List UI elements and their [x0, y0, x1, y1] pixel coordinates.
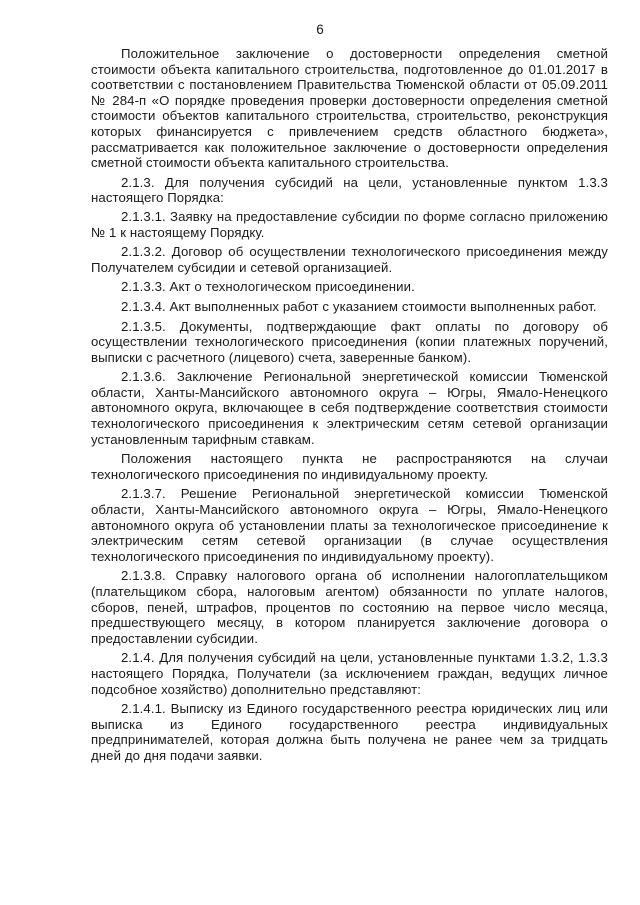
- paragraph-2-1-3-8: 2.1.3.8. Справку налогового органа об исполнении налогоплательщиком (плательщиком сбора, налоговым агентом) обязанности по уплате налогов, сборов, пеней, штрафов, процентов по состоянию на первое число месяца, предшествующего месяцу, в котором планируется заключение договора о предоставлении субсидии.: [91, 568, 608, 646]
- paragraph-2-1-3-2: 2.1.3.2. Договор об осуществлении технологического присоединения между Получателем субсидии и сетевой организацией.: [91, 244, 608, 275]
- paragraph-2-1-3-5: 2.1.3.5. Документы, подтверждающие факт оплаты по договору об осуществлении технологического присоединения (копии платежных поручений, выписки с расчетного (лицевого) счета, заверенные банком).: [91, 318, 608, 365]
- paragraph-2-1-3: 2.1.3. Для получения субсидий на цели, установленные пунктом 1.3.3 настоящего Порядка:: [91, 174, 608, 206]
- paragraph-2-1-4-1: 2.1.4.1. Выписку из Единого государственного реестра юридических лиц или выписка из Единого государственного реестра индивидуальных предпринимателей, которая должна быть получена не ранее чем за тридцать дней до дня подачи заявки.: [91, 701, 608, 763]
- page-number: 6: [316, 22, 324, 37]
- paragraph-positive-conclusion: Положительное заключение о достоверности определения сметной стоимости объекта капитального строительства, подготовленное до 01.01.2017 в соответствии с постановлением Правительства Тюменской области от 05.09.2011 № 284-п «О порядке проведения проверки достоверности определения сметной стоимости объектов капитального строительства, строительство, реконструкция которых финансируется с привлечением средств областного бюджета», рассматривается как положительное заключение о достоверности определения сметной стоимости объекта капитального строительства.: [91, 46, 608, 171]
- paragraph-2-1-3-7: 2.1.3.7. Решение Региональной энергетической комиссии Тюменской области, Ханты-Мансийского автономного округа – Югры, Ямало-Ненецкого автономного округа об установлении платы за технологическое присоединение к электрическим сетям сетевой организации (в случае осуществления технологического присоединения по индивидуальному проекту).: [91, 486, 608, 564]
- paragraph-individual-project-note: Положения настоящего пункта не распространяются на случаи технологического присоединения по индивидуальному проекту.: [91, 451, 608, 482]
- paragraph-2-1-3-6: 2.1.3.6. Заключение Региональной энергетической комиссии Тюменской области, Ханты-Мансийского автономного округа – Югры, Ямало-Ненецкого автономного округа, включающее в себя подтверждение соответствия стоимости технологического присоединения к электрическим сетям сетевой организации установленным тарифным ставкам.: [91, 369, 608, 447]
- paragraph-2-1-3-4: 2.1.3.4. Акт выполненных работ с указанием стоимости выполненных работ.: [121, 298, 597, 314]
- paragraph-2-1-4: 2.1.4. Для получения субсидий на цели, установленные пунктами 1.3.2, 1.3.3 настоящего Порядка, Получатели (за исключением граждан, ведущих личное подсобное хозяйство) дополнительно представляют:: [91, 650, 608, 697]
- paragraph-2-1-3-1: 2.1.3.1. Заявку на предоставление субсидии по форме согласно приложению № 1 к настоящему Порядку.: [91, 208, 608, 240]
- paragraph-2-1-3-3: 2.1.3.3. Акт о технологическом присоединении.: [121, 279, 415, 295]
- document-body: [91, 46, 608, 768]
